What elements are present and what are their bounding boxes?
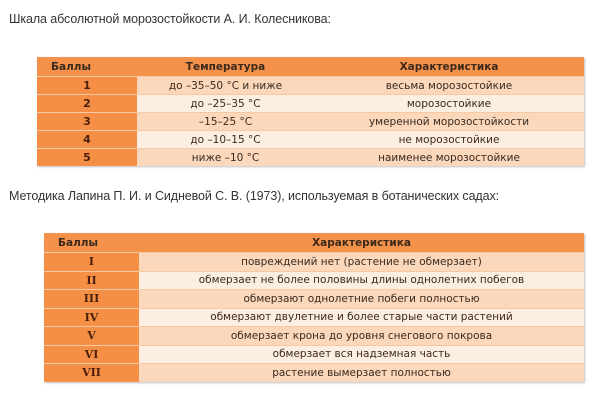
characteristic-cell: не морозостойкие (314, 131, 584, 149)
characteristic-cell: обмерзают однолетние побеги полностью (139, 290, 584, 309)
table-row (37, 95, 584, 113)
header-characteristic: Характеристика (139, 233, 584, 253)
score-cell: VI (44, 345, 139, 364)
caption-kolesnikov-scale: Шкала абсолютной морозостойкости А. И. Колесникова: (9, 12, 331, 26)
characteristic-cell: морозостойкие (314, 95, 584, 113)
score-cell: 4 (37, 131, 137, 149)
table-row (44, 290, 584, 309)
characteristic-cell: весьма морозостойкие (314, 77, 584, 95)
score-cell: II (44, 271, 139, 290)
table-row (44, 327, 584, 346)
table-header-row (37, 57, 584, 77)
characteristic-cell: наименее морозостойкие (314, 149, 584, 167)
temperature-cell: –15–25 °С (137, 113, 314, 131)
table-row (44, 308, 584, 327)
characteristic-cell: умеренной морозостойкости (314, 113, 584, 131)
score-cell: 5 (37, 149, 137, 167)
characteristic-cell: обмерзают двулетние и более старые части растений (139, 308, 584, 327)
table-row (44, 253, 584, 272)
score-cell: 3 (37, 113, 137, 131)
kolesnikov-frost-resistance-table (37, 57, 584, 166)
table-row (44, 271, 584, 290)
temperature-cell: до –25–35 °С (137, 95, 314, 113)
score-cell: 1 (37, 77, 137, 95)
table-row (44, 364, 584, 382)
table-row (37, 149, 584, 167)
temperature-cell: ниже –10 °С (137, 149, 314, 167)
header-temperature: Температура (137, 57, 314, 77)
characteristic-cell: обмерзает вся надземная часть (139, 345, 584, 364)
score-cell: V (44, 327, 139, 346)
table-row (37, 131, 584, 149)
temperature-cell: до –35–50 °С и ниже (137, 77, 314, 95)
table-row (37, 113, 584, 131)
table-row (44, 345, 584, 364)
table-row (37, 77, 584, 95)
characteristic-cell: обмерзает не более половины длины однолетних побегов (139, 271, 584, 290)
header-score: Баллы (44, 233, 139, 253)
temperature-cell: до –10–15 °С (137, 131, 314, 149)
score-cell: VII (44, 364, 139, 382)
score-cell: 2 (37, 95, 137, 113)
header-characteristic: Характеристика (314, 57, 584, 77)
table-header-row (44, 233, 584, 253)
caption-lapin-method: Методика Лапина П. И. и Сидневой С. В. (1973), используемая в ботанических садах: (9, 189, 500, 203)
characteristic-cell: обмерзает крона до уровня снегового покрова (139, 327, 584, 346)
score-cell: IV (44, 308, 139, 327)
lapin-sidneva-frost-damage-table (44, 233, 584, 382)
header-score: Баллы (37, 57, 137, 77)
characteristic-cell: растение вымерзает полностью (139, 364, 584, 382)
score-cell: I (44, 253, 139, 272)
score-cell: III (44, 290, 139, 309)
characteristic-cell: повреждений нет (растение не обмерзает) (139, 253, 584, 272)
